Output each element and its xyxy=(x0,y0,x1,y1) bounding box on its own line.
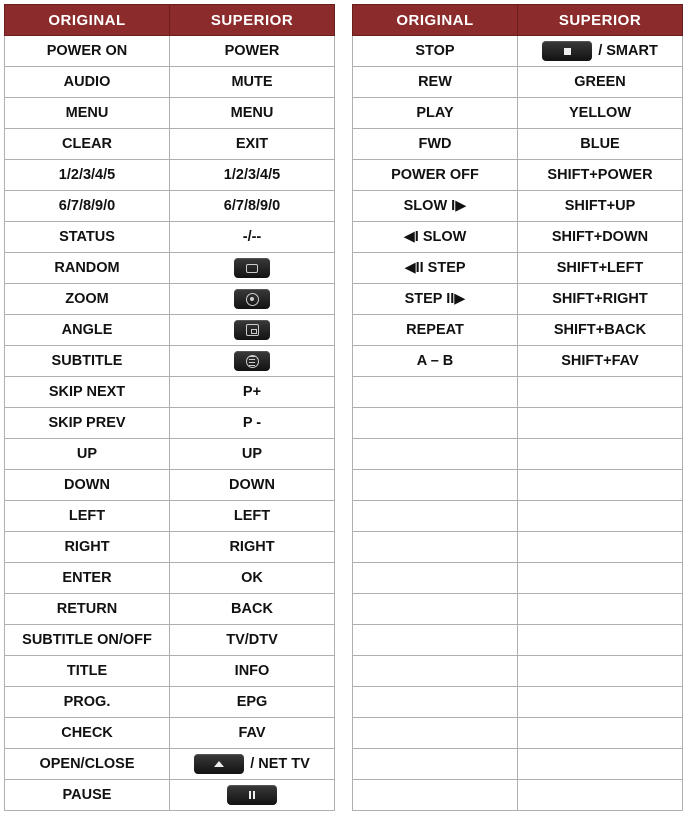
original-cell: ANGLE xyxy=(5,315,170,346)
table-row xyxy=(5,36,335,67)
table-row xyxy=(5,160,335,191)
original-cell: REPEAT xyxy=(353,315,518,346)
superior-cell: SHIFT+UP xyxy=(518,191,683,222)
table-row xyxy=(353,594,683,625)
original-cell: DOWN xyxy=(5,470,170,501)
original-cell: CLEAR xyxy=(5,129,170,160)
original-cell: TITLE xyxy=(5,656,170,687)
table-row xyxy=(5,749,335,780)
table-row xyxy=(5,253,335,284)
superior-cell: TV/DTV xyxy=(170,625,335,656)
original-cell: RANDOM xyxy=(5,253,170,284)
original-cell: OPEN/CLOSE xyxy=(5,749,170,780)
subtitle-button-icon xyxy=(234,351,270,371)
superior-cell: EXIT xyxy=(170,129,335,160)
original-cell: SKIP NEXT xyxy=(5,377,170,408)
original-cell: POWER ON xyxy=(5,36,170,67)
superior-cell xyxy=(518,501,683,532)
superior-cell: LEFT xyxy=(170,501,335,532)
superior-cell xyxy=(518,625,683,656)
table-row xyxy=(5,656,335,687)
superior-cell xyxy=(518,563,683,594)
original-cell xyxy=(353,687,518,718)
superior-cell xyxy=(170,253,335,284)
table-row xyxy=(353,780,683,811)
superior-cell xyxy=(518,377,683,408)
table-row xyxy=(5,284,335,315)
square-button-icon xyxy=(234,320,270,340)
table-row xyxy=(353,129,683,160)
original-cell xyxy=(353,718,518,749)
superior-cell: P+ xyxy=(170,377,335,408)
circle-button-icon xyxy=(234,289,270,309)
table-row xyxy=(353,253,683,284)
table-row xyxy=(5,439,335,470)
table-row xyxy=(5,625,335,656)
superior-cell: SHIFT+POWER xyxy=(518,160,683,191)
table-row xyxy=(5,222,335,253)
table-row xyxy=(5,501,335,532)
original-cell: ◀I SLOW xyxy=(353,222,518,253)
table-row xyxy=(353,346,683,377)
table-row xyxy=(353,36,683,67)
superior-cell: SHIFT+LEFT xyxy=(518,253,683,284)
original-cell: SKIP PREV xyxy=(5,408,170,439)
table-row xyxy=(5,67,335,98)
superior-cell xyxy=(518,687,683,718)
original-cell: ◀II STEP xyxy=(353,253,518,284)
superior-cell xyxy=(518,439,683,470)
superior-cell: OK xyxy=(170,563,335,594)
original-cell: ENTER xyxy=(5,563,170,594)
superior-cell: GREEN xyxy=(518,67,683,98)
original-cell: PLAY xyxy=(353,98,518,129)
table-row xyxy=(353,439,683,470)
superior-cell: 1/2/3/4/5 xyxy=(170,160,335,191)
table-row xyxy=(353,687,683,718)
superior-cell: EPG xyxy=(170,687,335,718)
superior-cell xyxy=(170,346,335,377)
table-row xyxy=(353,563,683,594)
original-cell: SUBTITLE xyxy=(5,346,170,377)
superior-cell xyxy=(518,656,683,687)
original-cell: REW xyxy=(353,67,518,98)
header-superior: SUPERIOR xyxy=(170,5,335,36)
original-cell: LEFT xyxy=(5,501,170,532)
table-row xyxy=(353,749,683,780)
stop-button-icon xyxy=(542,41,592,61)
original-cell: PROG. xyxy=(5,687,170,718)
table-row xyxy=(353,625,683,656)
original-cell xyxy=(353,470,518,501)
table-row xyxy=(353,222,683,253)
original-cell xyxy=(353,501,518,532)
original-cell xyxy=(353,408,518,439)
superior-cell: BACK xyxy=(170,594,335,625)
original-cell xyxy=(353,594,518,625)
table-row xyxy=(353,191,683,222)
original-cell: A – B xyxy=(353,346,518,377)
original-cell xyxy=(353,656,518,687)
original-cell: AUDIO xyxy=(5,67,170,98)
original-cell: FWD xyxy=(353,129,518,160)
original-cell: PAUSE xyxy=(5,780,170,811)
superior-cell: SHIFT+RIGHT xyxy=(518,284,683,315)
header-row xyxy=(5,5,335,36)
eject-button-icon xyxy=(194,754,244,774)
rect-button-icon xyxy=(234,258,270,278)
table-row xyxy=(5,129,335,160)
original-cell: STEP II▶ xyxy=(353,284,518,315)
superior-cell: INFO xyxy=(170,656,335,687)
table-row xyxy=(5,563,335,594)
original-cell: 1/2/3/4/5 xyxy=(5,160,170,191)
original-cell xyxy=(353,749,518,780)
superior-cell: SHIFT+DOWN xyxy=(518,222,683,253)
table-row xyxy=(353,377,683,408)
original-cell: SLOW I▶ xyxy=(353,191,518,222)
table-row xyxy=(5,687,335,718)
header-original: ORIGINAL xyxy=(353,5,518,36)
superior-cell: SHIFT+FAV xyxy=(518,346,683,377)
original-cell: SUBTITLE ON/OFF xyxy=(5,625,170,656)
table-row xyxy=(5,470,335,501)
superior-cell: MENU xyxy=(170,98,335,129)
superior-cell xyxy=(518,749,683,780)
superior-label: / SMART xyxy=(598,42,658,59)
superior-cell xyxy=(518,718,683,749)
table-row xyxy=(353,408,683,439)
table-row xyxy=(353,656,683,687)
table-row xyxy=(353,315,683,346)
header-original: ORIGINAL xyxy=(5,5,170,36)
superior-cell: SHIFT+BACK xyxy=(518,315,683,346)
original-cell xyxy=(353,563,518,594)
original-cell: UP xyxy=(5,439,170,470)
original-cell xyxy=(353,377,518,408)
original-cell xyxy=(353,532,518,563)
pause-button-icon xyxy=(227,785,277,805)
header-superior: SUPERIOR xyxy=(518,5,683,36)
original-cell: RIGHT xyxy=(5,532,170,563)
superior-cell xyxy=(518,408,683,439)
table-row xyxy=(353,532,683,563)
table-row xyxy=(5,780,335,811)
table-row xyxy=(353,98,683,129)
superior-cell: 6/7/8/9/0 xyxy=(170,191,335,222)
original-cell: STOP xyxy=(353,36,518,67)
original-cell: CHECK xyxy=(5,718,170,749)
table-row xyxy=(5,594,335,625)
superior-cell xyxy=(170,284,335,315)
superior-cell: -/-- xyxy=(170,222,335,253)
superior-cell: RIGHT xyxy=(170,532,335,563)
superior-cell xyxy=(170,749,335,780)
table-row xyxy=(5,346,335,377)
superior-cell xyxy=(518,36,683,67)
table-row xyxy=(353,67,683,98)
header-row xyxy=(353,5,683,36)
original-cell: MENU xyxy=(5,98,170,129)
table-row xyxy=(353,284,683,315)
superior-cell: P - xyxy=(170,408,335,439)
original-cell xyxy=(353,625,518,656)
superior-label: / NET TV xyxy=(250,755,310,772)
original-cell: STATUS xyxy=(5,222,170,253)
superior-cell: POWER xyxy=(170,36,335,67)
original-cell: ZOOM xyxy=(5,284,170,315)
superior-cell xyxy=(518,594,683,625)
original-cell: POWER OFF xyxy=(353,160,518,191)
superior-cell: BLUE xyxy=(518,129,683,160)
original-cell xyxy=(353,439,518,470)
superior-cell: DOWN xyxy=(170,470,335,501)
superior-cell xyxy=(518,780,683,811)
table-row xyxy=(5,718,335,749)
table-row xyxy=(5,315,335,346)
table-row xyxy=(353,470,683,501)
superior-cell xyxy=(518,470,683,501)
original-cell: RETURN xyxy=(5,594,170,625)
table-row xyxy=(5,408,335,439)
table-row xyxy=(353,501,683,532)
superior-cell xyxy=(518,532,683,563)
superior-cell: YELLOW xyxy=(518,98,683,129)
table-row xyxy=(5,191,335,222)
original-cell: 6/7/8/9/0 xyxy=(5,191,170,222)
table-row xyxy=(5,532,335,563)
superior-cell: MUTE xyxy=(170,67,335,98)
superior-cell xyxy=(170,780,335,811)
mapping-table-right xyxy=(352,4,683,811)
mapping-table-left xyxy=(4,4,335,811)
superior-cell: UP xyxy=(170,439,335,470)
table-row xyxy=(5,377,335,408)
table-row xyxy=(353,160,683,191)
superior-cell xyxy=(170,315,335,346)
table-row xyxy=(5,98,335,129)
table-row xyxy=(353,718,683,749)
superior-cell: FAV xyxy=(170,718,335,749)
original-cell xyxy=(353,780,518,811)
